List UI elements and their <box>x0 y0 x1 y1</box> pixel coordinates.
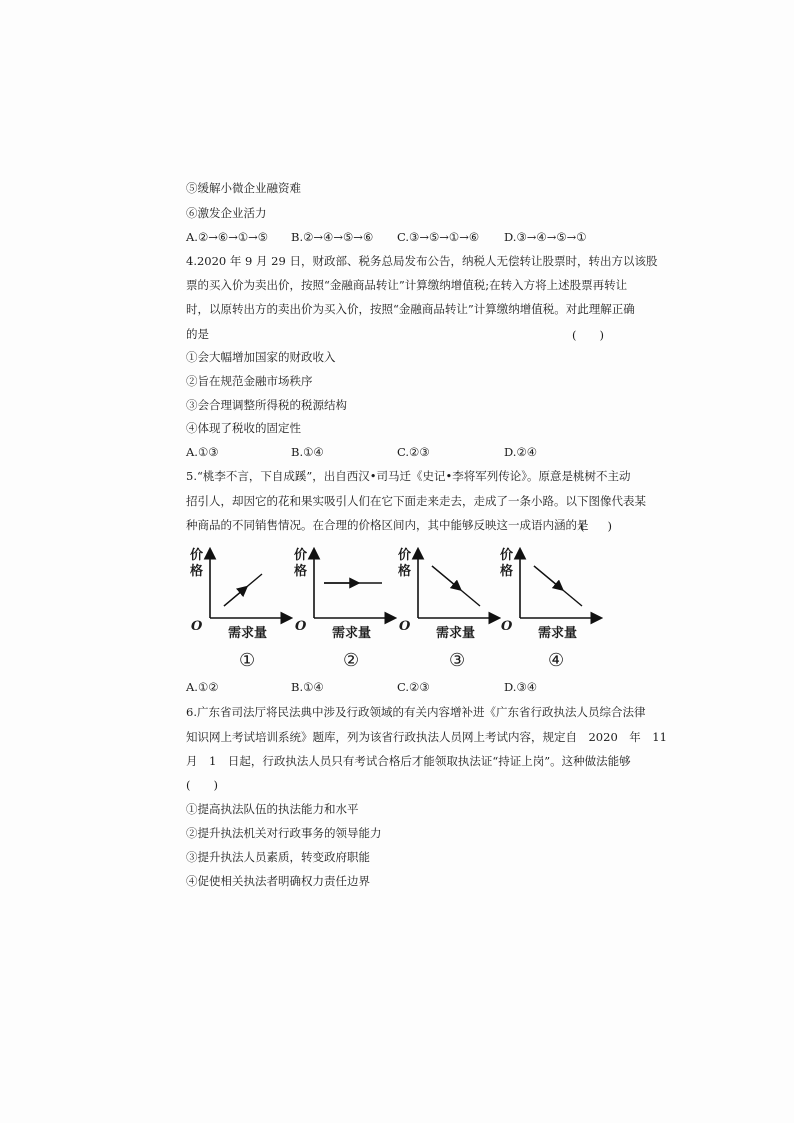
graph-ylabel-top: 价 <box>190 548 204 563</box>
graph-origin: O <box>295 619 307 634</box>
graph-curve-arrow <box>534 566 562 589</box>
graph-origin: O <box>501 619 513 634</box>
graph-axes-plot <box>190 548 294 624</box>
graph-ylabel-bottom: 格 <box>398 564 412 579</box>
graph-origin: O <box>399 619 411 634</box>
graph-number-3: ③ <box>449 650 466 671</box>
graph-ylabel-bottom: 格 <box>294 564 308 579</box>
graph-ylabel-top: 价 <box>500 548 514 563</box>
graph-xlabel: 需求量 <box>538 626 578 641</box>
q6-stem-line-1: 6.广东省司法厅将民法典中涉及行政领域的有关内容增补进《广东省行政执法人员综合法律 <box>186 705 646 719</box>
q6-answer-blank: ( ) <box>186 778 218 792</box>
graph-4 <box>500 548 604 644</box>
q3-option-b[interactable]: B.②→④→⑤→⑥ <box>291 230 374 244</box>
q4-stem-line-1: 4.2020 年 9 月 29 日，财政部、税务总局发布公告，纳税人无偿转让股票时，转出方以该股 <box>186 254 658 268</box>
q6-item-4: ④促使相关执法者明确权力责任边界 <box>186 874 370 888</box>
graph-origin: O <box>191 619 203 634</box>
q5-option-a[interactable]: A.①② <box>186 680 219 694</box>
q5-option-d[interactable]: D.③④ <box>504 680 538 694</box>
graph-3 <box>398 548 502 644</box>
q5-option-b[interactable]: B.①④ <box>291 680 324 694</box>
graph-ylabel-top: 价 <box>398 548 412 563</box>
q4-stem-line-3: 时，以原转出方的卖出价为买入价，按照“金融商品转让”计算缴纳增值税。对此理解正确 <box>186 302 635 316</box>
q4-stem-line-2: 票的买入价为卖出价，按照“金融商品转让”计算缴纳增值税;在转入方将上述股票再转让 <box>186 278 628 292</box>
graph-axes-plot <box>294 548 398 624</box>
q5-stem-line-3: 种商品的不同销售情况。在合理的价格区间内，其中能够反映这一成语内涵的是 <box>186 518 589 532</box>
q4-option-d[interactable]: D.②④ <box>504 445 538 459</box>
q3-option-c[interactable]: C.③→⑤→①→⑥ <box>397 230 480 244</box>
q4-option-b[interactable]: B.①④ <box>291 445 324 459</box>
q4-item-2: ②旨在规范金融市场秩序 <box>186 374 313 388</box>
graph-xlabel: 需求量 <box>332 626 372 641</box>
graph-curve-arrow <box>224 587 246 606</box>
q6-item-2: ②提升执法机关对行政事务的领导能力 <box>186 826 382 840</box>
q3-option-a[interactable]: A.②→⑥→①→⑤ <box>186 230 269 244</box>
q4-item-4: ④体现了税收的固定性 <box>186 421 301 435</box>
graph-number-1: ① <box>239 650 256 671</box>
graph-number-2: ② <box>343 650 360 671</box>
graph-xlabel: 需求量 <box>228 626 268 641</box>
q4-option-a[interactable]: A.①③ <box>186 445 219 459</box>
q6-stem-line-2: 知识网上考试培训系统》题库，列为该省行政执法人员网上考试内容，规定自 2020 年 11 <box>186 730 667 744</box>
q4-option-c[interactable]: C.②③ <box>397 445 430 459</box>
q3-option-d[interactable]: D.③→④→⑤→① <box>504 230 587 244</box>
q4-answer-blank: ( ) <box>572 328 604 342</box>
q4-item-3: ③会合理调整所得税的税源结构 <box>186 398 347 412</box>
q5-stem-line-1: 5.“桃李不言，下自成蹊”，出自西汉•司马迁《史记•李将军列传论》。原意是桃树不主动 <box>186 469 631 483</box>
q6-item-1: ①提高执法队伍的执法能力和水平 <box>186 802 359 816</box>
graph-ylabel-bottom: 格 <box>190 564 204 579</box>
graph-ylabel-top: 价 <box>294 548 308 563</box>
graph-curve-arrow <box>432 566 460 589</box>
q6-item-3: ③提升执法人员素质，转变政府职能 <box>186 850 370 864</box>
q5-answer-blank: ( ) <box>580 519 612 533</box>
graph-axes-plot <box>398 548 502 624</box>
q3-item-5: ⑤缓解小微企业融资难 <box>186 181 301 195</box>
q5-stem-line-2: 招引人，却因它的花和果实吸引人们在它下面走来走去，走成了一条小路。以下图像代表某 <box>186 494 646 508</box>
graph-number-4: ④ <box>548 650 565 671</box>
graph-2 <box>294 548 398 644</box>
q3-item-6: ⑥激发企业活力 <box>186 206 267 220</box>
graph-1 <box>190 548 294 644</box>
graph-xlabel: 需求量 <box>436 626 476 641</box>
graph-ylabel-bottom: 格 <box>500 564 514 579</box>
graph-axes-plot <box>500 548 604 624</box>
q4-item-1: ①会大幅增加国家的财政收入 <box>186 350 336 364</box>
q6-stem-line-3: 月 1 日起，行政执法人员只有考试合格后才能领取执法证“持证上岗”。这种做法能够 <box>186 754 631 768</box>
q4-stem-line-4: 的是 <box>186 327 209 341</box>
q5-option-c[interactable]: C.②③ <box>397 680 430 694</box>
